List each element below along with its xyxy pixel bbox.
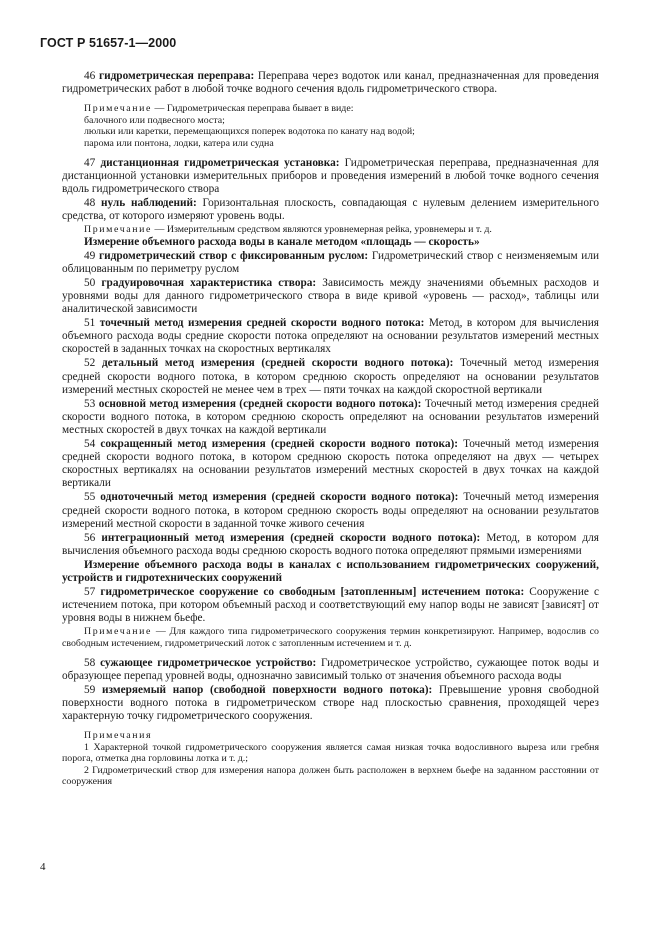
- term-56-name: интеграционный метод измерения (средней скорости водного потока):: [101, 531, 481, 544]
- term-55-definition: Точечный метод измерения средней скорости водного потока, в котором среднюю скорость воды определяют на основании результатов измерений местной скорости в заданной точке живого сечения: [62, 491, 599, 530]
- term-52-definition: Точечный метод измерения средней скорости водного потока, в котором среднюю скорость определяют на основании результатов измерений местных скоростей не менее чем в трех — пяти точках на каждой скоростной вертикали: [62, 357, 599, 396]
- term-59: 59 измеряемый напор (свободной поверхности водного потока): Превышение уровня свободной поверхности водного потока в гидрометрическом створе над плоскостью сравнения, проходящей через характерную точку гидрометрического сооружения.: [62, 683, 599, 722]
- list-item: парома или понтона, лодки, катера или судна: [84, 137, 274, 149]
- term-49-name: гидрометрический створ с фиксированным руслом:: [98, 249, 369, 262]
- notes-59: [62, 730, 599, 788]
- term-56-definition: Метод, в котором для вычисления объемного расхода воды среднюю скорость водного потока определяют прямыми измерениями: [62, 531, 599, 557]
- term-57: 57 гидрометрическое сооружение со свободным [затопленным] истечением потока: Сооружение с истечением потока, при котором объемный расход и соответствующий ему напор воды не зависят [зависят] от уровня воды в нижнем бьефе.: [62, 586, 599, 625]
- note-46: Примечание — Гидрометрическая переправа бывает в виде: балочного или подвесного моста; люльки или каретки, перемещающихся поперек водотока по канату над водой; парома или понтона, лодки, катера или судна: [62, 103, 599, 149]
- note-57: Примечание — Для каждого типа гидрометрического сооружения термин конкретизируют. Например, водослив со свободным истечением, гидрометрический лоток с затопленным истечением и т. д.: [62, 626, 599, 649]
- term-46-definition: Переправа через водоток или канал, предназначенная для проведения гидрометрических работ в любой точке водного сечения вдоль гидрометрического створа.: [62, 70, 599, 96]
- list-item: балочного или подвесного моста;: [84, 114, 225, 126]
- note-label: Примечание: [84, 224, 153, 236]
- list-item: люльки или каретки, перемещающихся поперек водотока по канату над водой;: [84, 126, 415, 138]
- term-47: 47 дистанционная гидрометрическая установка: Гидрометрическая переправа, предназначенная для дистанционной установки измерительных приборов и проведения измерений в любой точке водного сечения вдоль гидрометрического створа: [62, 156, 599, 195]
- term-47-definition: Гидрометрическая переправа, предназначенная для дистанционной установки измерительных приборов и проведения измерений в любой точке водного сечения вдоль гидрометрического створа: [62, 156, 599, 195]
- term-54-name: сокращенный метод измерения (средней скорости водного потока):: [100, 438, 459, 451]
- term-58: 58 сужающее гидрометрическое устройство: Гидрометрическое устройство, сужающее поток воды и образующее перепад уровней воды, однозначно зависимый только от значения объемного расхода воды: [62, 656, 599, 682]
- list-item: 2 Гидрометрический створ для измерения напора должен быть расположен в верхнем бьефе на заданном расстоянии от сооружения: [62, 764, 599, 788]
- term-50-name: градуировочная характеристика створа:: [101, 276, 317, 289]
- term-48-name: нуль наблюдений:: [101, 196, 197, 209]
- term-56: 56 интеграционный метод измерения (средней скорости водного потока): Метод, в котором для вычисления объемного расхода воды среднюю скорость водного потока определяют прямыми измерениями: [62, 531, 599, 557]
- section-heading-area-velocity: Измерение объемного расхода воды в канале методом «площадь — скорость»: [84, 235, 480, 248]
- term-57-definition: Сооружение с истечением потока, при котором объемный расход и соответствующий ему напор воды не зависят [зависят] от уровня воды в нижнем бьефе.: [62, 586, 599, 625]
- term-47-name: дистанционная гидрометрическая установка:: [100, 156, 340, 169]
- list-item: 1 Характерной точкой гидрометрического сооружения является самая низкая точка водосливного выреза или гребня порога, отметка дна горловины лотка и т. д.;: [62, 741, 599, 765]
- term-54: 54 сокращенный метод измерения (средней скорости водного потока): Точечный метод измерения средней скорости водного потока, в котором среднюю скорость потока определяют на двух — четырех скоростных вертикалях на основании результатов измерений местных скоростей в двух точках на каждой вертикали: [62, 438, 599, 490]
- term-59-definition: Превышение уровня свободной поверхности водного потока в гидрометрическом створе над плоскостью сравнения, проходящей через характерную точку гидрометрического сооружения.: [62, 683, 599, 722]
- term-52: 52 детальный метод измерения (средней скорости водного потока): Точечный метод измерения средней скорости водного потока, в котором среднюю скорость определяют на основании результатов измерений местных скоростей не менее чем в трех — пяти точках на каждой скоростной вертикали: [62, 357, 599, 396]
- term-48-definition: Горизонтальная плоскость, совпадающая с нулевым делением измерительного средства, от которого измеряют уровень воды.: [62, 196, 599, 222]
- term-49-definition: Гидрометрический створ с неизменяемым или облицованным по периметру руслом: [62, 249, 599, 275]
- term-58-definition: Гидрометрическое устройство, сужающее поток воды и образующее перепад уровней воды, однозначно зависимый только от значения объемного расхода воды: [62, 656, 599, 682]
- term-52-name: детальный метод измерения (средней скорости водного потока):: [101, 357, 454, 370]
- page-number: 4: [40, 861, 46, 873]
- section-heading-structures: Измерение объемного расхода воды в каналах с использованием гидрометрических сооружений, устройств и гидротехнических сооружений: [62, 558, 599, 584]
- term-51-definition: Метод, в котором для вычисления объемного расхода воды средние скорости потока определяют на основании результатов измерений местных скоростей в заданных точках на скоростных вертикалях: [62, 317, 599, 356]
- term-50: 50 градуировочная характеристика створа: Зависимость между значениями объемных расходов и уровнями воды для данного гидрометрического створа в виде кривой «уровень — расход», таблицы или аналитической зависимости: [62, 276, 600, 316]
- notes-label: Примечания: [84, 730, 153, 741]
- term-51: 51 точечный метод измерения средней скорости водного потока: Метод, в котором для вычисления объемного расхода воды средние скорости потока определяют на основании результатов измерений местных скоростей в заданных точках на скоростных вертикалях: [62, 317, 599, 356]
- note-label: Примечание: [84, 103, 153, 115]
- term-55: 55 одноточечный метод измерения (средней скорости водного потока): Точечный метод измерения средней скорости водного потока, в котором среднюю скорость воды определяют на основании результатов измерений местной скорости в заданной точке живого сечения: [62, 491, 599, 530]
- term-48: 48 нуль наблюдений: Горизонтальная плоскость, совпадающая с нулевым делением измерительного средства, от которого измеряют уровень воды.: [62, 196, 599, 222]
- note-48: Примечание — Измерительным средством являются уровнемерная рейка, уровнемеры и т. д.: [84, 224, 492, 236]
- term-54-definition: Точечный метод измерения средней скорости водного потока, в котором среднюю скорость потока определяют на двух — четырех скоростных вертикалях на основании результатов измерений местных скоростей в двух точках на каждой вертикали: [62, 438, 599, 490]
- note-label: Примечание: [84, 626, 153, 638]
- term-59-name: измеряемый напор (свободной поверхности водного потока):: [102, 683, 433, 696]
- term-46: 46 гидрометрическая переправа: Переправа через водоток или канал, предназначенная для проведения гидрометрических работ в любой точке водного сечения вдоль гидрометрического створа.: [62, 70, 599, 96]
- term-53: 53 основной метод измерения (средней скорости водного потока): Точечный метод измерения средней скорости водного потока, в котором среднюю скорость определяют на основании результатов измерений местных скоростей в двух точках на каждой вертикали: [62, 397, 600, 436]
- term-55-name: одноточечный метод измерения (средней скорости водного потока):: [100, 491, 459, 504]
- term-58-name: сужающее гидрометрическое устройство:: [100, 656, 317, 669]
- term-46-name: гидрометрическая переправа:: [98, 70, 255, 82]
- term-57-name: гидрометрическое сооружение со свободным [затопленным] истечением потока:: [100, 586, 525, 599]
- term-53-definition: Точечный метод измерения средней скорости водного потока, в котором среднюю скорость определяют на основании результатов измерений местных скоростей в двух точках на каждой вертикали: [62, 397, 600, 436]
- document-header: ГОСТ Р 51657-1—2000: [40, 36, 177, 50]
- term-49: 49 гидрометрический створ с фиксированным руслом: Гидрометрический створ с неизменяемым или облицованным по периметру руслом: [62, 249, 599, 275]
- term-53-name: основной метод измерения (средней скорости водного потока):: [98, 397, 422, 410]
- term-50-definition: Зависимость между значениями объемных расходов и уровнями воды для данного гидрометрического створа в виде кривой «уровень — расход», таблицы или аналитической зависимости: [62, 276, 600, 316]
- term-51-name: точечный метод измерения средней скорости водного потока:: [99, 317, 425, 330]
